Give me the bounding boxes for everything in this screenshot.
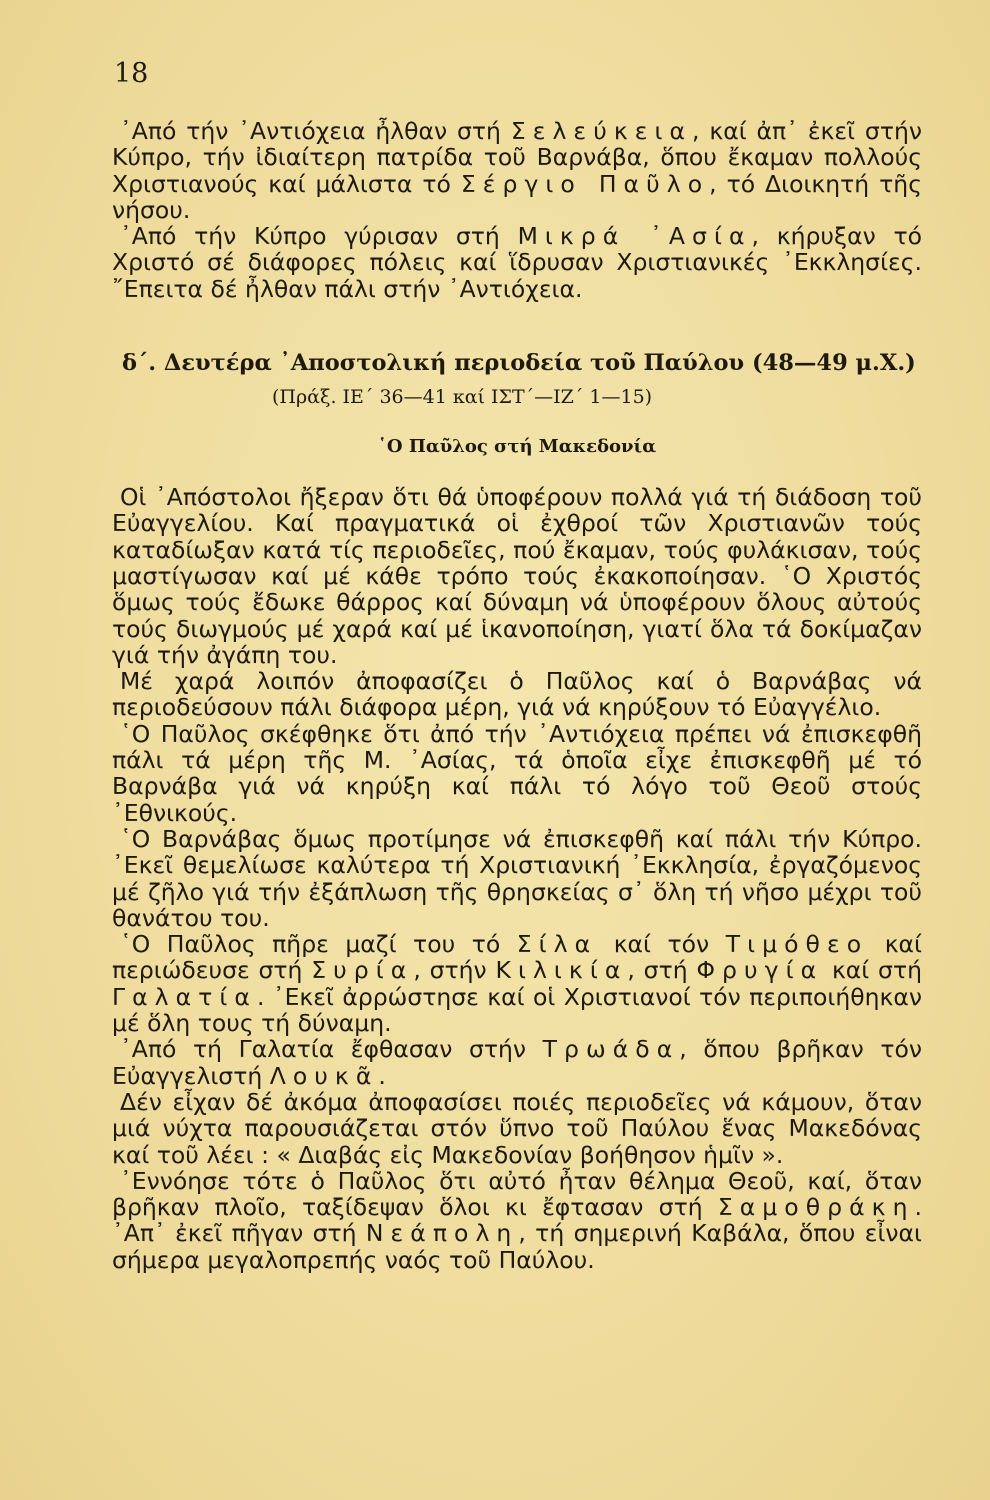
- text-run: Δέν εἶχαν δέ ἀκόμα ἀποφασίσει ποιές περιοδεῖες νά κάμουν, ὅταν μιά νύχτα παρουσιάζεται στόν ὕπνο τοῦ Παύλου ἕνας Μακεδόνας καί τοῦ λέει : « Διαβάς εἰς Μακεδονίαν βοήθησον ἡμῖν ».: [112, 1087, 922, 1169]
- text-run: ῾Ο Βαρνάβας ὅμως προτίμησε νά ἐπισκεφθῆ καί πάλι τήν Κύπρο. ᾿Εκεῖ θεμελίωσε καλύτερα τή Χριστιανική ᾿Εκκλησία, ἐργαζόμενος μέ ζῆλο γιά τήν ἐξάπλωση τῆς θρησκείας σ᾿ ὅλη τή νῆσο μέχρι τοῦ θανάτου του.: [112, 824, 922, 932]
- text-run: ᾿Από τή Γαλατία ἔφθασαν στήν: [120, 1035, 543, 1064]
- text-run: Οἱ ᾿Απόστολοι ἤξεραν ὅτι θά ὑποφέρουν πολλά γιά τή διάδοση τοῦ Εὐαγγελίου. Καί πραγματικά οἱ ἐχθροί τῶν Χριστιανῶν τούς καταδίωξαν κατά τίς περιοδεῖες, πού ἔκαμαν, τούς φυλάκισαν, τούς μαστίγωσαν καί μέ κάθε τρόπο τούς ἐκακοποίησαν. ῾Ο Χριστός ὅμως τούς ἔδωκε θάρρος καί δύναμη νά ὑποφέρουν ὅλους αὐτούς τούς διωγμούς μέ χαρά καί μέ ἱκανοποίηση, γιατί ὅλα τά δοκίμαζαν γιά τήν ἀγάπη του.: [112, 483, 922, 669]
- text-run: , καί ἀπ᾿ ἐκεῖ στήν Κύπρο, τήν ἰδιαίτερη πατρίδα τοῦ Βαρνάβα, ὅπου ἔκαμαν πολλούς Χριστιανούς καί μάλιστα τό: [112, 117, 922, 198]
- emphasized-name: Μικρά ᾿Ασία: [517, 222, 752, 251]
- paragraph: [112, 223, 922, 302]
- paragraph: [112, 826, 922, 931]
- text-run: καί περιώδευσε στή: [112, 930, 922, 985]
- intro-text: [112, 118, 922, 302]
- text-run: , στή: [627, 956, 697, 985]
- emphasized-name: Σέργιο Παῦλο: [460, 169, 710, 198]
- text-run: .: [378, 1061, 386, 1090]
- emphasized-name: Κιλικία: [495, 956, 628, 985]
- emphasized-name: Νεάπολη: [365, 1219, 519, 1248]
- section: [112, 348, 922, 460]
- paragraph: [112, 721, 922, 826]
- text-run: , κήρυξαν τό Χριστό σέ διάφορες πόλεις καί ἵδρυσαν Χριστιανικές ᾿Εκκλησίες. ῎Επειτα δέ ἦλθαν πάλι στήν ᾿Αντιόχεια.: [112, 222, 922, 303]
- paragraph: [112, 118, 922, 223]
- body-text: [112, 484, 922, 1273]
- text-run: ῾Ο Παῦλος πῆρε μαζί του τό: [120, 930, 517, 959]
- text-run: Μέ χαρά λοιπόν ἀποφασίζει ὁ Παῦλος καί ὁ Βαρνάβας νά περιοδεύσουν πάλι διάφορα μέρη, γιά νά κηρύξουν τό Εὐαγγέλιο.: [112, 667, 922, 722]
- paragraph: [112, 1089, 922, 1168]
- paragraph: [112, 484, 922, 668]
- text-run: καί στή: [823, 956, 922, 985]
- emphasized-name: Σελεύκεια: [510, 117, 693, 145]
- emphasized-name: Φρυγία: [696, 956, 824, 985]
- paragraph: [112, 1168, 922, 1273]
- emphasized-name: Τρωάδα: [542, 1035, 680, 1064]
- scripture-reference: (Πράξ. ΙΕ΄ 36—41 καί ΙΣΤ΄—ΙΖ΄ 1—15): [272, 386, 653, 409]
- emphasized-name: Σαμοθράκη: [717, 1193, 915, 1222]
- text-run: , στήν: [413, 956, 496, 985]
- text-run: , τή σημερινή Καβάλα, ὅπου εἶναι σήμερα μεγαλοπρεπής ναός τοῦ Παύλου.: [112, 1219, 922, 1274]
- text-run: . ᾿Απ᾿ ἐκεῖ πῆγαν στή: [112, 1193, 922, 1248]
- paragraph: [112, 1036, 922, 1089]
- text-run: , τό Διοικητή τῆς νήσου.: [112, 169, 922, 224]
- emphasized-name: Σίλα: [516, 930, 598, 959]
- text-run: ῾Ο Παῦλος σκέφθηκε ὅτι ἀπό τήν ᾿Αντιόχεια πρέπει νά ἐπισκεφθῆ πάλι τά μέρη τῆς Μ. ᾿Ασίας, τά ὁποῖα εἶχε ἐπισκεφθῆ μέ τό Βαρνάβα γιά νά κηρύξη καί πάλι τό λόγο τοῦ Θεοῦ στούς ᾿Εθνικούς.: [112, 719, 922, 827]
- emphasized-name: Γαλατία: [112, 982, 257, 1011]
- text-run: . ᾿Εκεῖ ἀρρώστησε καί οἱ Χριστιανοί τόν περιποιήθηκαν μέ ὅλη τους τή δύναμη.: [112, 982, 922, 1038]
- page-number: 18: [114, 58, 149, 89]
- text-run: καί τόν: [597, 930, 726, 959]
- text-run: ᾿Από τήν Κύπρο γύρισαν στή: [120, 222, 518, 251]
- subheading: ῾Ο Παῦλος στή Μακεδονία: [377, 436, 657, 458]
- paragraph: [112, 931, 922, 1036]
- text-run: ᾿Εννόησε τότε ὁ Παῦλος ὅτι αὐτό ἦταν θέλημα Θεοῦ, καί, ὅταν βρῆκαν πλοῖο, ταξίδεψαν ὅλοι κι ἔφτασαν στή: [112, 1166, 922, 1222]
- emphasized-name: Τιμόθεο: [725, 930, 869, 959]
- text-run: ᾿Από τήν ᾿Αντιόχεια ἦλθαν στή: [120, 117, 511, 145]
- paragraph: [112, 668, 922, 721]
- section-heading: δ΄. Δευτέρα ᾿Αποστολική περιοδεία τοῦ Παύλου (48—49 μ.Χ.): [122, 350, 916, 377]
- emphasized-name: Συρία: [311, 956, 414, 985]
- emphasized-name: Λουκᾶ: [269, 1061, 379, 1090]
- text-run: , ὅπου βρῆκαν τόν Εὐαγγελιστή: [112, 1035, 923, 1090]
